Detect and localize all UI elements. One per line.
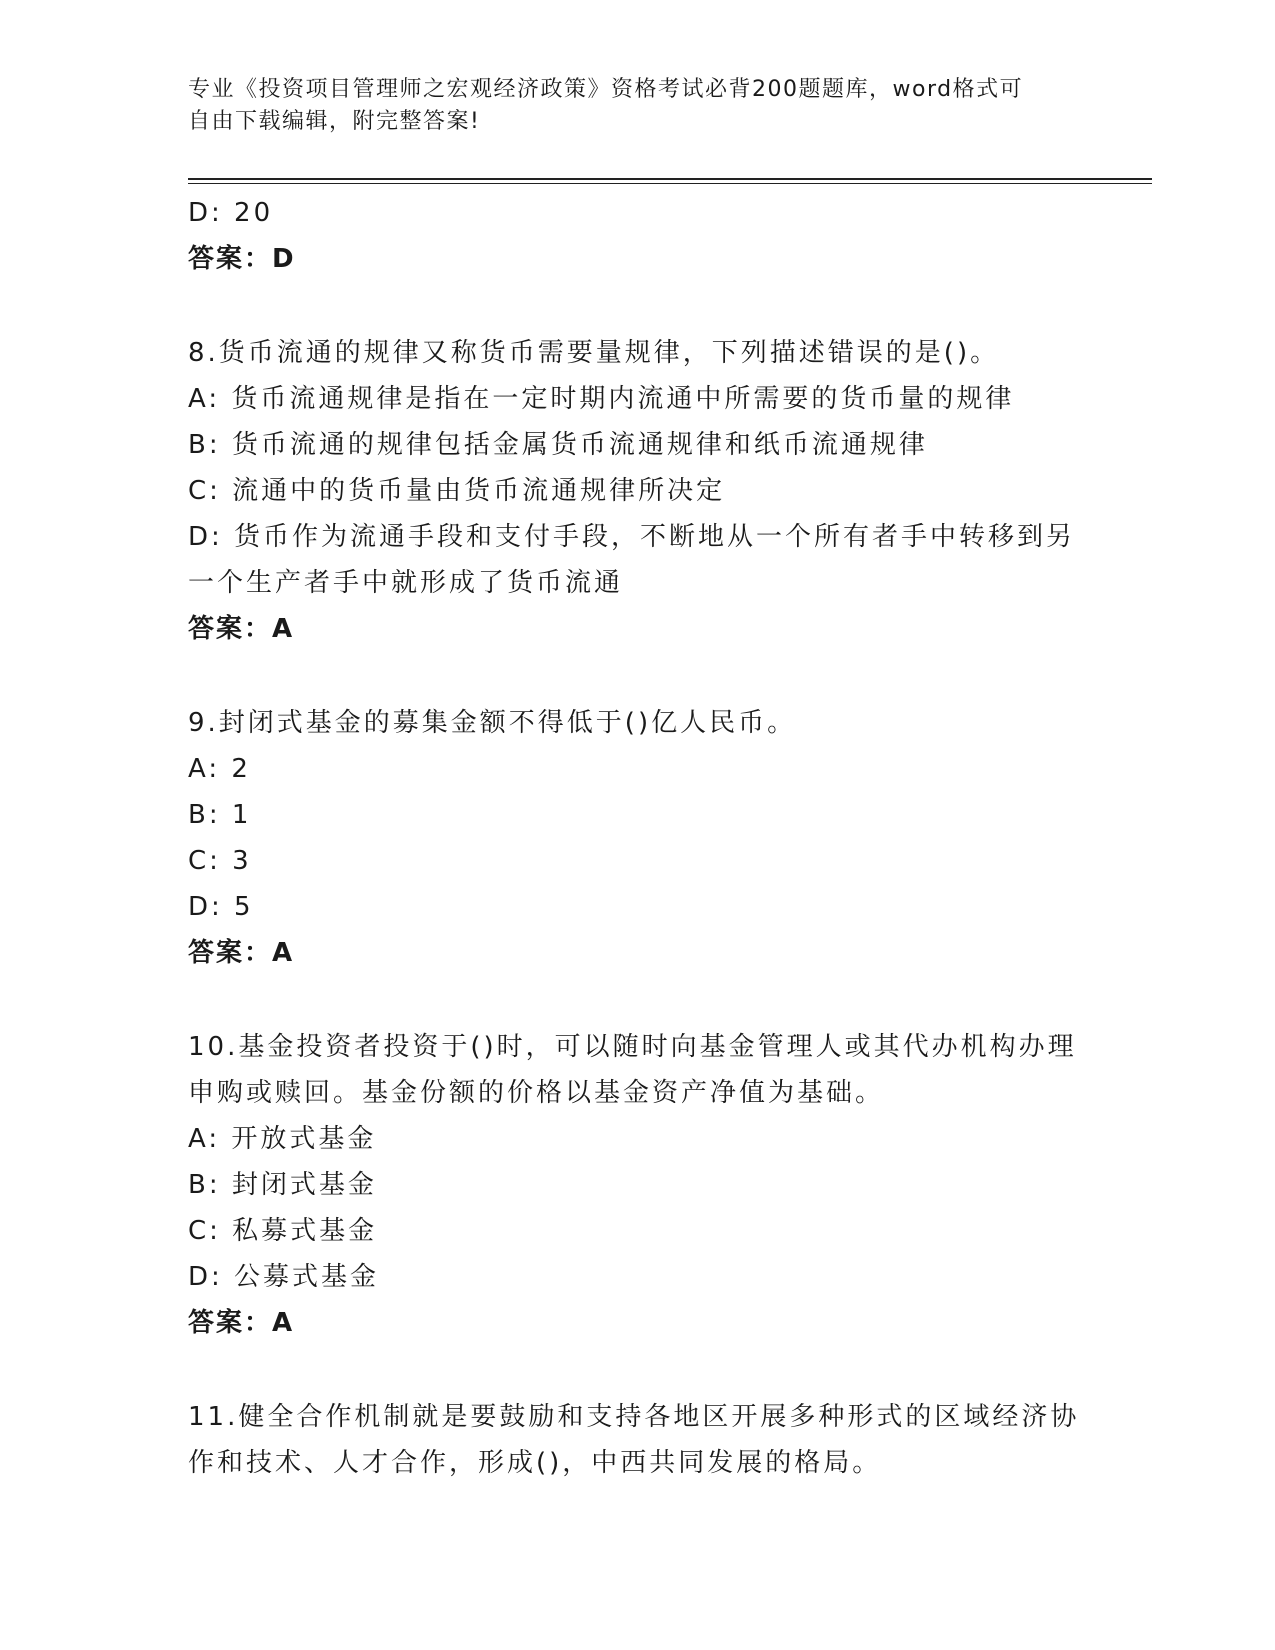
answer-line: 答案：A xyxy=(188,938,295,968)
question-stem: 9.封闭式基金的募集金额不得低于()亿人民币。 xyxy=(188,708,797,738)
option-d: D: 公募式基金 xyxy=(188,1262,380,1292)
spacer xyxy=(188,976,1088,1024)
option-c: C: 流通中的货币量由货币流通规律所决定 xyxy=(188,476,726,506)
option-a: A: 货币流通规律是指在一定时期内流通中所需要的货币量的规律 xyxy=(188,384,1015,414)
question-stem-continued: 申购或赎回。基金份额的价格以基金资产净值为基础。 xyxy=(188,1078,885,1108)
option-a: A: 开放式基金 xyxy=(188,1124,377,1154)
question-stem-continued: 作和技术、人才合作，形成()，中西共同发展的格局。 xyxy=(188,1448,882,1478)
spacer xyxy=(188,652,1088,700)
option-b: B: 货币流通的规律包括金属货币流通规律和纸币流通规律 xyxy=(188,430,928,460)
option-d: D: 5 xyxy=(188,892,254,922)
option-c: C: 3 xyxy=(188,846,252,876)
question-stem: 10.基金投资者投资于()时，可以随时向基金管理人或其代办机构办理 xyxy=(188,1032,1077,1062)
document-header xyxy=(188,74,1088,138)
answer-line: 答案：D xyxy=(188,244,296,274)
header-line-2: 自由下载编辑，附完整答案! xyxy=(188,109,481,134)
spacer xyxy=(188,282,1088,330)
question-stem: 8.货币流通的规律又称货币需要量规律，下列描述错误的是()。 xyxy=(188,338,1000,368)
header-divider-thick xyxy=(188,178,1152,180)
header-line-1: 专业《投资项目管理师之宏观经济政策》资格考试必背200题题库，word格式可 xyxy=(188,77,1024,102)
question-stem: 11.健全合作机制就是要鼓励和支持各地区开展多种形式的区域经济协 xyxy=(188,1402,1080,1432)
answer-line: 答案：A xyxy=(188,614,295,644)
option-b: B: 1 xyxy=(188,800,252,830)
option-c: C: 私募式基金 xyxy=(188,1216,378,1246)
spacer xyxy=(188,1346,1088,1394)
header-divider-thin xyxy=(188,183,1152,184)
answer-line: 答案：A xyxy=(188,1308,295,1338)
option-b: B: 封闭式基金 xyxy=(188,1170,377,1200)
option-d: D: 20 xyxy=(188,198,274,228)
document-body xyxy=(188,190,1088,1486)
option-a: A: 2 xyxy=(188,754,251,784)
option-d-continued: 一个生产者手中就形成了货币流通 xyxy=(188,568,624,598)
option-d: D: 货币作为流通手段和支付手段，不断地从一个所有者手中转移到另 xyxy=(188,522,1076,552)
